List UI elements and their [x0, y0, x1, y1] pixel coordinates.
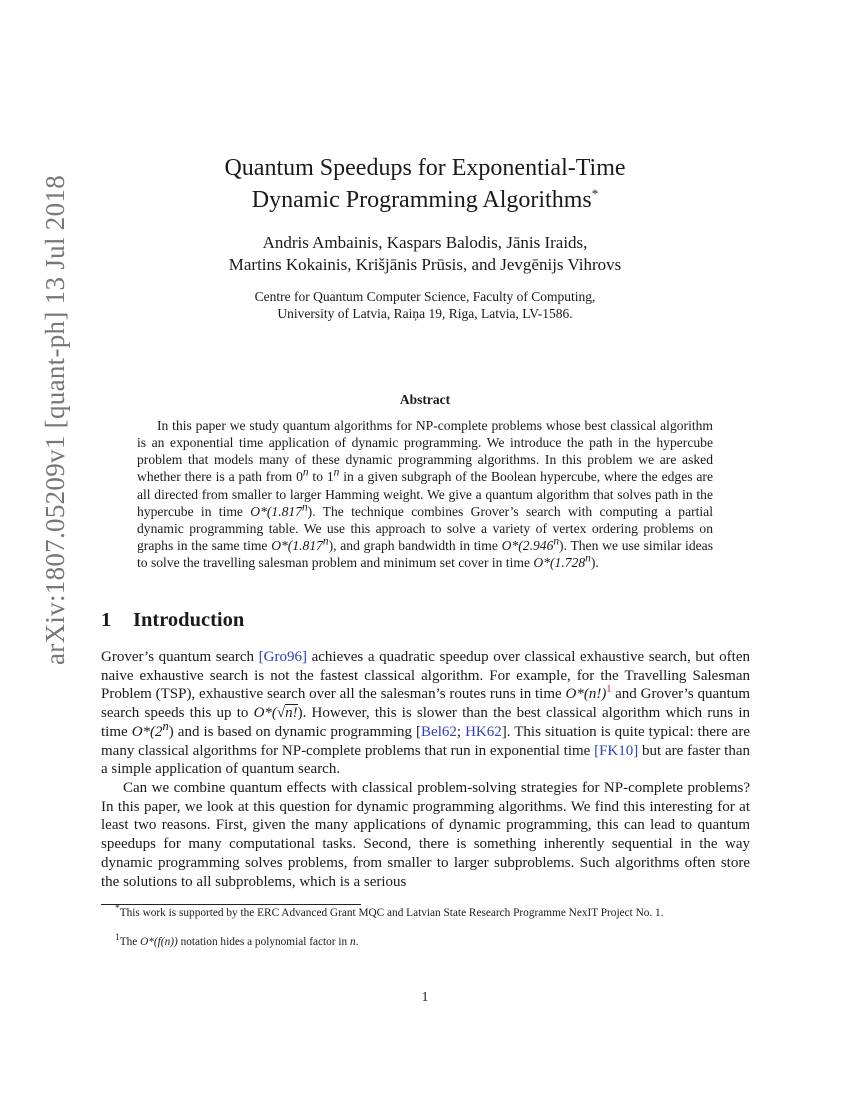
- complexity-1817: O*(1.817: [250, 503, 302, 519]
- math-close: ): [297, 705, 303, 722]
- math-o-n-factorial: O*(n!): [565, 686, 607, 703]
- citation-link-bel62[interactable]: Bel62: [421, 723, 457, 740]
- math-exponent: n: [302, 501, 308, 514]
- math-base: 0: [296, 469, 303, 485]
- complexity-1817: O*(1.817: [271, 538, 323, 554]
- footnote-math: n: [350, 936, 356, 948]
- complexity-1728: O*(1.728: [533, 555, 586, 571]
- abstract-segment: ). The technique combines Grover’s search with computing a partial dynamic programming table. We use this approach to solve a variety of vertex ordering problems on graphs in the same time: [137, 503, 713, 554]
- text-segment: Grover’s quantum search: [101, 649, 259, 665]
- footnote-text: The: [119, 936, 141, 948]
- complexity-2946: O*(2.946: [501, 538, 554, 554]
- citation-separator: ;: [456, 723, 466, 740]
- intro-paragraph-2: Can we combine quantum effects with classical problem-solving strategies for NP-complete problems? In this paper, we look at this question for dynamic programming algorithms. We find this interesting for at least two reasons. First, given the many applications of dynamic programming, this can lead to quantum speedups for many computational tasks. Second, there is something inherently sequential in the way dynamic programming solves problems, from smaller to larger subproblems. Such algorithms often store the solutions to all subproblems, which is a serious: [101, 780, 750, 890]
- math-exponent: n: [585, 552, 591, 565]
- text-segment: . This situation is quite typical: there are many classical algorithms for NP-complete problems that run in exponential time: [101, 723, 750, 759]
- citation-bracket: ]: [501, 723, 507, 740]
- math-base: 1: [326, 469, 334, 485]
- citation-link-gro96[interactable]: [Gro96]: [258, 649, 307, 665]
- math-o-2n: O*(2: [131, 723, 163, 740]
- abstract-heading: Abstract: [399, 392, 451, 407]
- affiliation-line-1: Centre for Quantum Computer Science, Faculty of Computing,: [254, 289, 596, 304]
- citation-link-fk10[interactable]: [FK10]: [594, 742, 639, 759]
- math-exponent: n: [333, 466, 340, 479]
- sqrt-argument: [285, 704, 298, 721]
- text-segment: but are faster than a simple application of quantum search.: [101, 742, 750, 778]
- affiliation: [0, 288, 850, 322]
- section-number: 1: [101, 609, 112, 631]
- sqrt-symbol: √: [276, 705, 286, 722]
- abstract-segment: ), and graph bandwidth in time: [328, 538, 502, 554]
- footnote-text: This work is supported by the ERC Advanced Grant MQC and Latvian State Research Programme NexIT Project No. 1.: [119, 907, 664, 919]
- footnote-text: notation hides a polynomial factor in: [177, 936, 350, 948]
- math-exponent: n: [162, 718, 169, 733]
- footnote-funding: [101, 906, 750, 920]
- math-exponent: n: [553, 535, 560, 548]
- title-line-2-text: Dynamic Programming Algorithms: [251, 187, 592, 213]
- sqrt-argument-text: n!: [285, 705, 298, 722]
- footnote-text: .: [355, 936, 359, 948]
- abstract-segment: to: [308, 469, 327, 485]
- abstract-segment: ). Then we use similar ideas to solve the travelling salesman problem and minimum set cover in time: [137, 538, 713, 571]
- citation-bracket: [: [416, 723, 422, 740]
- title-footnote-mark: *: [591, 186, 599, 201]
- arxiv-sidebar: [18, 175, 70, 665]
- citation-link-hk62[interactable]: HK62: [465, 723, 502, 740]
- footnote-rule: [101, 904, 361, 905]
- text-segment: . However, this is slower than the best classical algorithm which runs in time: [101, 705, 750, 740]
- math-exponent: n: [302, 466, 309, 479]
- intro-paragraph-1: [101, 648, 750, 779]
- text-segment: ) and is based on dynamic programming: [168, 723, 417, 740]
- math-zero-n: [296, 466, 309, 485]
- arxiv-id-stamp: arXiv:1807.05209v1 [quant-ph] 13 Jul 2018: [40, 175, 70, 665]
- footnote-mark: *: [115, 904, 120, 915]
- title-line-1: Quantum Speedups for Exponential-Time: [224, 155, 626, 181]
- abstract-segment: In this paper we study quantum algorithms for NP-complete problems whose best classical algorithm is an exponential time application of dynamic programming. We introduce the path in the hypercube problem that models many of these dynamic programming algorithms. In this problem we are asked whether there is a path from: [137, 418, 713, 485]
- abstract-text: [137, 417, 713, 571]
- section-title: Introduction: [133, 609, 245, 631]
- abstract-segment: ).: [590, 555, 599, 571]
- affiliation-line-2: University of Latvia, Raiņa 19, Riga, Latvia, LV-1586.: [277, 306, 573, 321]
- title-line-2: [0, 184, 850, 216]
- authors-line-1: Andris Ambainis, Kaspars Balodis, Jānis Iraids,: [262, 233, 588, 252]
- abstract-segment: in a given subgraph of the Boolean hypercube, where the edges are all directed from smaller to larger Hamming weight. We give a quantum algorithm that solves path in the hypercube in time: [137, 469, 713, 519]
- footnote-mark: 1: [115, 933, 120, 944]
- footnote-math: O*(f(n)): [140, 936, 178, 948]
- paper-title: [0, 152, 850, 216]
- page-number: 1: [421, 989, 429, 1004]
- authors-line-2: Martins Kokainis, Krišjānis Prūsis, and Jevgēnijs Vihrovs: [228, 255, 622, 274]
- text-segment: and Grover’s quantum search speeds this up to: [101, 686, 750, 722]
- section-heading: [101, 609, 244, 632]
- author-list: [0, 232, 850, 276]
- math-one-n: [326, 466, 340, 485]
- math-o-open: O*(: [253, 705, 277, 722]
- footnote-notation: [101, 935, 750, 949]
- math-exponent: n: [322, 535, 329, 548]
- text-segment: achieves a quadratic speedup over classical exhaustive search, but often naive exhaustive search is not the fastest classical algorithm. For example, for the Travelling Salesman Problem (TSP), exhaustive search over all the salesman’s routes runs in time: [101, 649, 750, 703]
- footnote-link-1[interactable]: 1: [606, 684, 612, 696]
